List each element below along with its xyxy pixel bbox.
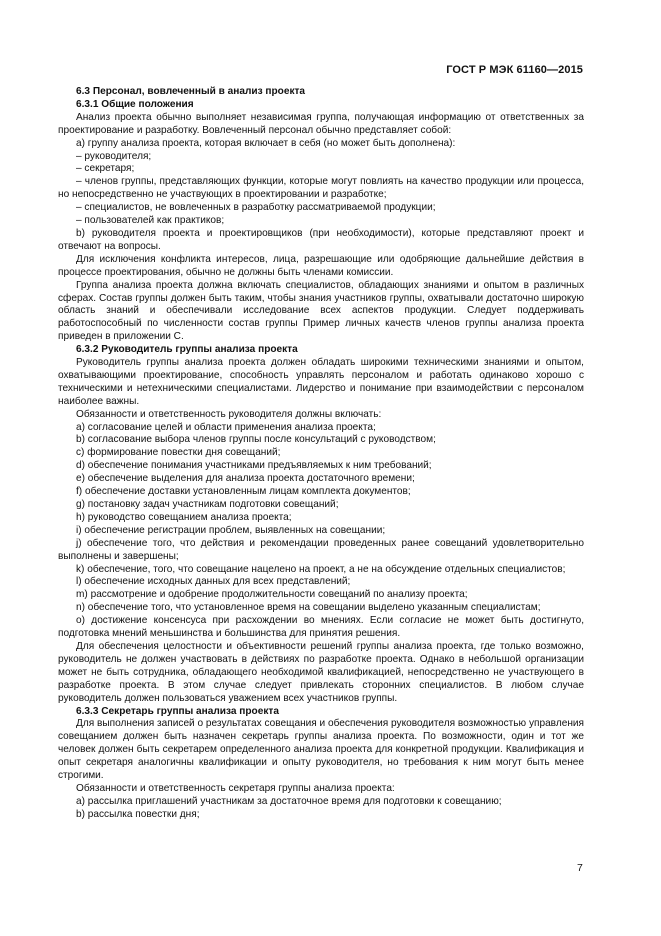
dash-item: – членов группы, представляющих функции, которые могут повлиять на качество продукции или процесса, но непосредственно не участвующих в проектировании и разработке; [58, 176, 584, 201]
section-heading: 6.3 Персонал, вовлеченный в анализ проекта [76, 86, 306, 97]
list-item: h) руководство совещанием анализа проекта; [76, 511, 292, 523]
list-item: c) формирование повестки дня совещаний; [76, 447, 281, 459]
paragraph: Группа анализа проекта должна включать специалистов, обладающих знаниями и опытом в различных сферах. Состав группы должен быть таким, чтобы знания участников группы, охватывали достаточно широкую область знаний и обеспечивали исследование всех аспектов продукции. Следует поддерживать работоспособный по численности состав группы Пример личных качеств членов группы анализа проекта приведен в приложении С. [58, 279, 584, 343]
dash-item: – секретаря; [76, 163, 135, 175]
list-item: g) постановку задач участникам подготовки совещаний; [76, 499, 339, 510]
dash-item: – руководителя; [76, 150, 152, 162]
list-item: k) обеспечение, того, что совещание нацелено на проект, а не на обсуждение отдельных специалистов; [76, 563, 566, 575]
dash-item: – пользователей как практиков; [76, 215, 225, 227]
list-item: i) обеспечение регистрации проблем, выявленных на совещании; [76, 524, 386, 536]
paragraph: Обязанности и ответственность секретаря группы анализа проекта: [76, 782, 395, 794]
list-item: o) достижение консенсуса при расхождении во мнениях. Если согласие не может быть достигнуто, подготовка мнений меньшинства и большинства для принятия решения. [58, 615, 584, 640]
list-item: j) обеспечение того, что действия и рекомендации проведенных ранее совещаний удовлетворительно выполнены и завершены; [58, 537, 584, 562]
paragraph: Анализ проекта обычно выполняет независимая группа, получающая информацию от ответственных за проектирование и разработку. Вовлеченный персонал обычно представляет собой: [58, 111, 584, 136]
paragraph: Обязанности и ответственность руководителя должны включать: [76, 408, 382, 420]
list-item: n) обеспечение того, что установленное время на совещании выделено указанным специалистам; [76, 602, 541, 614]
dash-item: – специалистов, не вовлеченных в разработку рассматриваемой продукции; [76, 202, 436, 214]
list-item: a) группу анализа проекта, которая включает в себя (но может быть дополнена): [76, 137, 456, 149]
paragraph: Для выполнения записей о результатах совещания и обеспечения руководителя возможностью управления совещанием должен быть назначен секретарь группы анализа проекта. По возможности, один и тот же человек должен быть секретарем определенного анализа проекта для конкретной продукции. Квалификация и опыт секретаря аналогичны квалификации и опыту руководителя, но требования к ним могут быть менее строгими. [58, 718, 584, 782]
list-item: f) обеспечение доставки установленным лицам комплекта документов; [76, 486, 411, 498]
subsection-heading: 6.3.3 Секретарь группы анализа проекта [76, 705, 279, 717]
list-item: m) рассмотрение и одобрение продолжительности совещаний по анализу проекта; [76, 589, 468, 601]
list-item: b) согласование выбора членов группы после консультаций с руководством; [76, 434, 436, 446]
paragraph: Руководитель группы анализа проекта должен обладать широкими техническими знаниями и опытом, охватывающими проектирование, способность управлять персоналом и работать одинаково хорошо с техническими и нетехническими специалистами. Лидерство и понимание при взаимодействии с персоналом наиболее важны. [58, 357, 584, 407]
list-item: b) рассылка повестки дня; [76, 808, 200, 820]
paragraph: Для исключения конфликта интересов, лица, разрешающие или одобряющие дальнейшие действия в процессе проектирования, обычно не должны быть членами комиссии. [58, 253, 584, 278]
document-header: ГОСТ Р МЭК 61160—2015 [446, 64, 583, 76]
paragraph: Для обеспечения целостности и объективности решений группы анализа проекта, где только возможно, руководитель не должен участвовать в действиях по разработке проекта. Однако в небольшой организации может не быть сотрудника, обладающего необходимой квалификацией, непосредственно не участвующего в разработке проекта. В этом случае следует привлекать сторонних специалистов. В любом случае руководитель должен пользоваться уважением всех участников группы. [58, 640, 584, 704]
list-item: d) обеспечение понимания участниками предъявляемых к ним требований; [76, 460, 432, 472]
subsection-heading: 6.3.1 Общие положения [76, 98, 194, 110]
list-item: a) согласование целей и области применения анализа проекта; [76, 421, 376, 433]
list-item: a) рассылка приглашений участникам за достаточное время для подготовки к совещанию; [76, 795, 502, 807]
list-item: l) обеспечение исходных данных для всех представлений; [76, 576, 351, 588]
list-item: b) руководителя проекта и проектировщиков (при необходимости), которые представляют проект и отвечают на вопросы. [58, 227, 584, 252]
list-item: e) обеспечение выделения для анализа проекта достаточного времени; [76, 473, 415, 485]
subsection-heading: 6.3.2 Руководитель группы анализа проекта [76, 344, 298, 356]
document-body [58, 86, 584, 822]
page-number: 7 [577, 862, 583, 874]
